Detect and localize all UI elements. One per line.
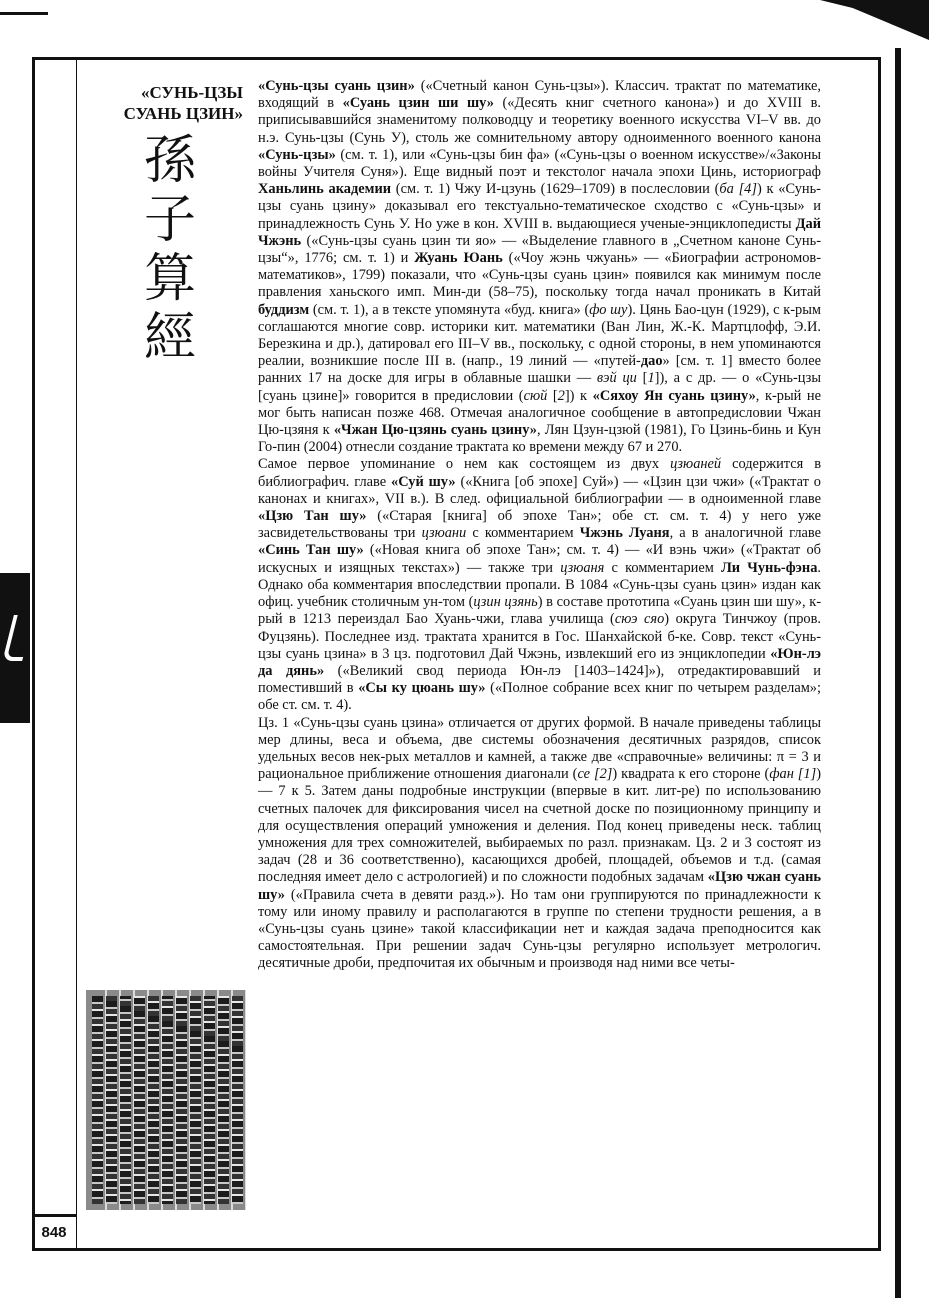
chinese-char: 算: [143, 249, 196, 309]
text-run: («Счетный канон Сунь-цзы»). Классич. трактат по математике, входящий в: [258, 78, 821, 112]
text-run: (см. т. 1), а в тексте упомянута «буд. книга» (: [309, 301, 590, 318]
text-run: («Сунь-цзы суань цзин ти яо» — «Выделение главного в „Счетном каноне Сунь-цзы“», 1776; см. т. 1) и: [258, 232, 821, 267]
text-run: ) в составе прототипа «Суань цзин ши шу», к-рый в 1213 переиздал Бао Хуань-чжи, глава училища (: [258, 594, 821, 628]
cross-reference: «Чжан Цю-цзянь суань цзину»: [333, 422, 537, 439]
woodblock-text-column: [92, 996, 103, 1204]
text-run: («Старая [книга] об эпохе Тан»; обе ст. см. т. 4) у него уже засвидетельствованы три: [258, 508, 821, 542]
woodblock-print-image: [86, 990, 246, 1210]
transliteration: цзюаня: [560, 559, 605, 576]
text-run: ). Цянь Бао-цун (1929), с к-рым соглашаются многие совр. историки кит. математики (Ван Лин, Ж.-К. Мартцлофф, Э.И. Березкина и др.), датировал его III–V вв., поскольку, с одной стороны, в нем упоминаются реалии, возникшие после III в. (напр., 19 линий — «путей-: [258, 301, 821, 370]
transliteration: цзюани: [421, 525, 467, 542]
text-run: с комментарием: [466, 525, 580, 542]
woodblock-text-column: [148, 996, 159, 1204]
woodblock-text-column: [218, 996, 229, 1204]
page-number-text: 848: [41, 1224, 67, 1241]
right-page-border: [895, 48, 901, 1298]
cross-reference: Ханьлинь академии: [258, 181, 392, 198]
text-run: («Великий свод периода Юн-лэ [1403–1424]»), отредактировавший и поместивший в: [258, 662, 821, 697]
transliteration: 2: [557, 387, 565, 404]
text-run: Цз. 1 «Сунь-цзы суань цзина» отличается от других формой. В начале приведены таблицы мер длины, веса и объема, две системы обозначения десятичных разрядов, список удельных весов нек-рых металлов и камней, а также две «справочные» величины: π = 3 и рациональное приближение отношения диагонали (: [258, 714, 821, 783]
page-corner-mark: [820, 0, 929, 40]
article-paragraph: [258, 78, 821, 456]
woodblock-text-column: [190, 996, 201, 1204]
text-run: с комментарием: [604, 559, 722, 576]
text-run: ) квадрата к его стороне (: [612, 766, 770, 783]
cross-reference: «Суань цзин ши шу»: [342, 95, 494, 112]
article-paragraph: [258, 456, 821, 714]
woodblock-text-column: [162, 996, 173, 1204]
text-run: (см. т. 1), или «Сунь-цзы бин фа» («Сунь-цзы о военном искусстве»/«Законы войны Учителя Суня»). Еще видный поэт и текстолог начала эпохи Цинь, историограф: [258, 146, 821, 181]
cross-reference: «Юн-лэ да дянь»: [258, 645, 821, 679]
heading-line-1: «СУНЬ-ЦЗЫ: [140, 83, 243, 102]
article-heading: [98, 82, 243, 124]
text-run: («Книга [об эпохе] Суй») — «Цзин цзи чжи» («Трактат о канонах и книгах», VII в.). В след. официальной библиографии — в одноименной главе: [258, 473, 821, 507]
text-run: [: [636, 370, 648, 387]
text-run: , а в аналогичной главе: [669, 525, 822, 542]
transliteration: фан [1]: [769, 766, 817, 783]
text-run: [: [547, 387, 558, 404]
woodblock-column-rule: [245, 990, 246, 1210]
woodblock-text-column: [176, 996, 187, 1204]
text-run: . Однако оба комментария впоследствии пропали. В 1084 «Сунь-цзы суань цзин» издан как офиц. учебник столичным ун-том (: [258, 559, 821, 611]
transliteration: цзюаней: [670, 456, 722, 473]
text-run: содержится в библиографич. главе: [258, 456, 821, 490]
cross-reference: Чжэнь Луаня: [579, 525, 670, 542]
woodblock-text-column: [204, 996, 215, 1204]
cross-reference: Дай Чжэнь: [258, 215, 821, 249]
transliteration: фо шу: [589, 301, 628, 318]
text-run: ]), а с др. — о «Сунь-цзы [суань цзине]» говорится в предисловии (: [258, 370, 822, 404]
top-edge-mark: [0, 12, 48, 15]
cross-reference: Ли Чунь-фэна: [721, 559, 818, 576]
cross-reference: Жуань Юань: [414, 250, 503, 267]
text-run: («Новая книга об эпохе Тан»; см. т. 4) — «И вэнь чжи» («Трактат об искусных и изящных текстах») — также три: [258, 542, 821, 576]
chinese-title: [130, 132, 210, 368]
cross-reference: буддизм: [258, 301, 310, 318]
text-run: , к-рый не мог быть написан позже 468. Отмечая аналогичное сообщение в автопредисловии Чжан Цю-цзяня к: [258, 387, 821, 439]
cross-reference: «Сунь-цзы суань цзин»: [258, 78, 415, 94]
cross-reference: «Сяхоу Ян суань цзину»: [592, 387, 756, 404]
text-run: ) к «Сунь-цзы суань цзину» доказывал его текстуально-тематическое сходство с «Сунь-цзы» и принадлежность Сунь У. Но уже в кон. XVIII в. выдающиеся ученые-энциклопедисты: [258, 181, 821, 232]
transliteration: вэй ци: [596, 370, 637, 387]
text-run: (см. т. 1) Чжу И-цзунь (1629–1709) в послесловии (: [391, 181, 720, 198]
text-run: » [см. т. 1] вместо более ранних 17 на доске для игры в облавные шашки —: [258, 353, 822, 387]
chinese-char: 經: [143, 308, 196, 368]
woodblock-text-column: [134, 996, 145, 1204]
cross-reference: «Синь Тан шу»: [258, 542, 364, 559]
text-run: ) — 7 к 5. Затем даны подробные инструкции (впервые в кит. лит-ре) по использованию счетных палочек для фиксирования чисел на счетной доске по позиционному принципу и для осуществления операций умножения и деления. Под конец приведены неск. таблиц умножения для трех сомножителей, выбираемых по разл. признакам. Цз. 2 и 3 состоят из задач (28 и 36 соответственно), касающихся дробей, площадей, объемов и т.д. (самая последняя имеет дело с астрологией) и по сложности подобных задачам: [258, 766, 821, 886]
page-number: [32, 1214, 76, 1248]
article-body: [258, 78, 821, 973]
text-run: («Чоу жэнь чжуань» — «Биографии астрономов-математиков», 1799) показали, что «Сунь-цзы суань цзин» появился как минимум после правления ханьского имп. Мин-ди (58–75), поскольку тогда начал проникать в Китай: [258, 250, 821, 301]
text-run: Самое первое упоминание о нем как состоящем из двух: [258, 456, 671, 473]
cross-reference: «Сунь-цзы»: [258, 146, 336, 163]
woodblock-text-column: [120, 996, 131, 1204]
text-run: («Десять книг счетного канона») и до XVIII в. приписывавшийся знаменитому полководцу и теоретику военного искусства VI–V вв. до н.э. Сунь-цзы (Сунь У), столь же сомнительному автору одноименного военного канона: [258, 95, 822, 146]
text-run: («Полное собрание всех книг по четырем разделам»; обе ст. см. т. 4).: [258, 680, 821, 714]
transliteration: ба [4]: [719, 181, 757, 198]
transliteration: цзин цзянь: [473, 594, 538, 611]
margin-rule: [76, 57, 77, 1248]
cross-reference: «Цзю Тан шу»: [258, 508, 367, 525]
text-run: ]) к: [564, 387, 593, 404]
transliteration: сюэ сяо: [614, 611, 665, 628]
chinese-char: 孫: [143, 131, 196, 191]
woodblock-text-column: [106, 996, 117, 1204]
cross-reference: «Цзю чжан суань шу»: [258, 869, 821, 903]
text-run: («Правила счета в девяти разд.»). Но там они группируются по принадлежности к тому или иному правилу и располагаются в группе по степени трудности решения, а в «Сунь-цзы суань цзине» такой классификации нет и каждая задача преподносится как самостоятельная. При решении задач Сунь-цзы регулярно использует метрологич. десятичные дроби, предпочитая их обычным и производя над ними все четы-: [258, 886, 821, 972]
heading-line-2: СУАНЬ ЦЗИН»: [123, 104, 243, 123]
woodblock-text-column: [232, 996, 243, 1204]
transliteration: 1: [647, 370, 655, 387]
text-run: ) округа Тинчжоу (пров. Фуцзянь). Последнее изд. трактата хранится в Гос. Шанхайской б-ке. Совр. текст «Сунь-цзы суань цзина» в 3 цз. подготовил Дай Чжэнь, извлекший его из энциклопедии: [258, 611, 822, 662]
cross-reference: дао: [640, 353, 663, 370]
article-paragraph: [258, 715, 821, 973]
cross-reference: «Сы ку цюань шу»: [358, 680, 486, 697]
chinese-char: 子: [143, 190, 196, 250]
transliteration: сюй: [523, 387, 548, 404]
transliteration: се [2]: [577, 766, 613, 783]
cross-reference: «Суй шу»: [391, 473, 456, 490]
text-run: , Лян Цзун-цзюй (1981), Го Цзинь-бинь и Кун Го-пин (2004) отнесли создание трактата ко времени между 67 и 270.: [258, 422, 821, 456]
